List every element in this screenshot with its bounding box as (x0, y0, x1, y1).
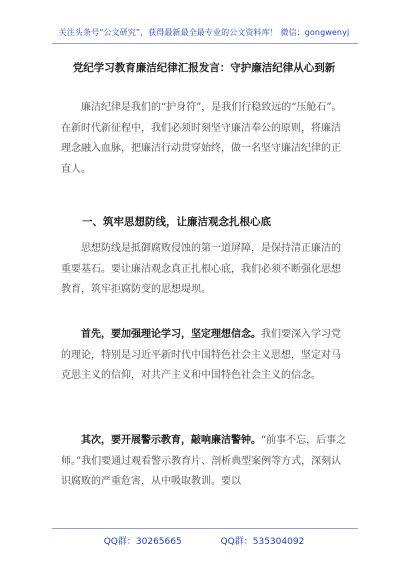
section-heading-1: 一、筑牢思想防线，让廉洁观念扎根心底 (82, 216, 271, 228)
document-title: 党纪学习教育廉洁纪律汇报发言：守护廉洁纪律从心到新 (72, 62, 336, 74)
paragraph-body: 我们要深入学习党的理论，特别是习近平新时代中国特色社会主义思想，坚定对马克思主义的信仰，对共产主义和中国特色社会主义的信念。 (61, 329, 341, 381)
intro-paragraph: 廉洁纪律是我们的“护身符”，是我们行稳致远的“压舱石”。在新时代新征程中，我们必须时刻坚守廉洁奉公的原则，将廉洁理念融入血脉，把廉洁行动贯穿始终，做一名坚守廉洁纪律的正直人。 (61, 102, 342, 175)
header-divider (52, 43, 358, 44)
footer-divider (52, 528, 358, 529)
footer (0, 534, 408, 547)
paragraph-body: “前事不忘，后事之师。”我们要通过观看警示教育片、剖析典型案例等方式，深刻认识腐败的严重危害，从中吸取教训。要以 (61, 435, 347, 487)
paragraph-theory-study (61, 325, 349, 387)
paragraph-lead: 首先，要加强理论学习，坚定理想信念。 (81, 329, 261, 340)
section-1-paragraph: 思想防线是抵御腐败侵蚀的第一道屏障，是保持清正廉洁的重要基石。要让廉洁观念真正扎根心底，我们必须不断强化思想教育，筑牢拒腐防变的思想堤坝。 (61, 243, 341, 295)
paragraph-lead: 其次，要开展警示教育，敲响廉洁警钟。 (81, 435, 261, 446)
footer-qq-group-1: QQ群：30265665 (103, 537, 182, 547)
paragraph-warning-education (61, 431, 349, 493)
footer-qq-group-2: QQ群：535304092 (220, 537, 305, 547)
header-banner: 关注头条号“公文研究”，获得最新最全最专业的公文资料库！ 微信：gongwenyj (58, 28, 350, 37)
